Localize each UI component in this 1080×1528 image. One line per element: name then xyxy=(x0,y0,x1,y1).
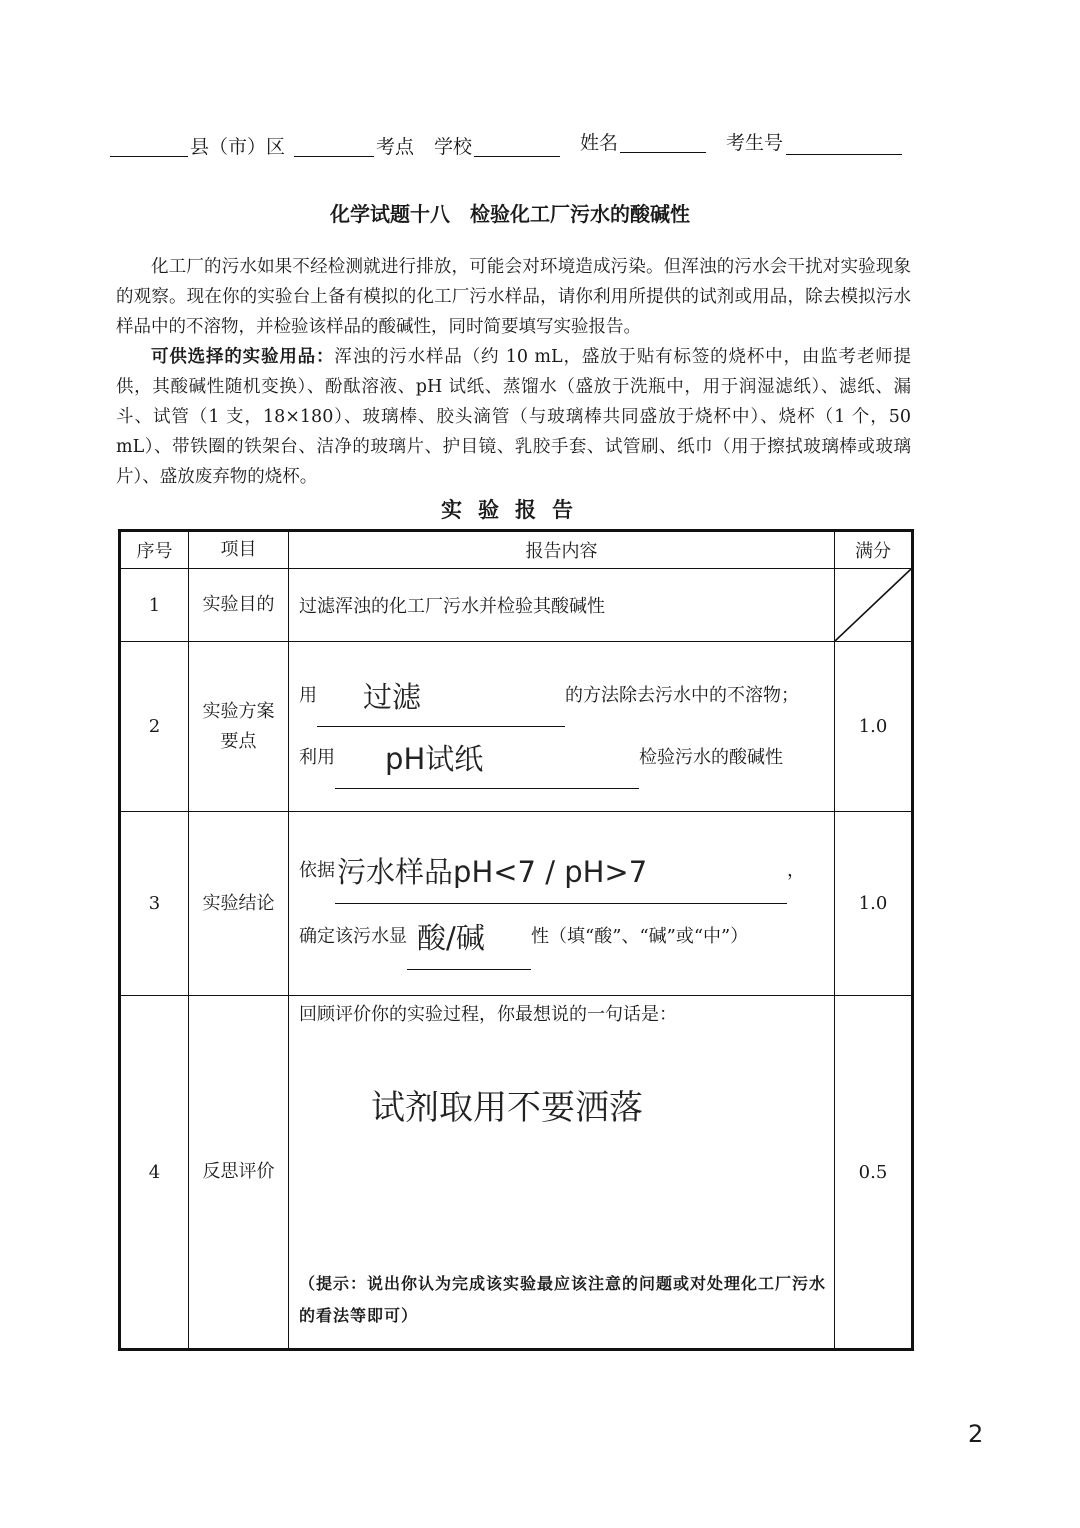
row3-no: 3 xyxy=(120,812,189,996)
row3-score: 1.0 xyxy=(834,812,912,996)
school-blank[interactable] xyxy=(474,132,560,157)
row3-line1-prefix: 依据 xyxy=(299,859,336,881)
row3-content xyxy=(289,812,835,996)
row3-line1-suffix: ， xyxy=(787,859,806,881)
page-title: 化学试题十八 检验化工厂污水的酸碱性 xyxy=(330,202,690,226)
row3-line2 xyxy=(299,904,834,970)
row3-line2-prefix: 确定该污水显 xyxy=(299,925,408,947)
materials-label: 可供选择的实验用品： xyxy=(151,347,335,367)
reflection-prompt: 回顾评价你的实验过程，你最想说的一句话是： xyxy=(299,1004,678,1025)
row2-line1-prefix: 用 xyxy=(299,684,318,706)
header-score: 满分 xyxy=(834,531,912,569)
header-no: 序号 xyxy=(120,531,189,569)
examinee-no-blank[interactable] xyxy=(786,130,902,155)
table-row xyxy=(120,569,913,642)
row2-score: 1.0 xyxy=(834,642,912,812)
report-heading: 实验报告 xyxy=(441,498,589,522)
school-label: 学校 xyxy=(434,136,473,158)
row2-line2-suffix: 检验污水的酸碱性 xyxy=(639,746,784,768)
row4-item: 反思评价 xyxy=(189,996,289,1350)
intro-text xyxy=(116,252,911,492)
filtration-answer-field[interactable] xyxy=(317,679,565,727)
exam-site-blank[interactable] xyxy=(294,132,374,157)
row1-item: 实验目的 xyxy=(189,569,289,642)
row4-score: 0.5 xyxy=(834,996,912,1350)
row2-line2-prefix: 利用 xyxy=(299,746,336,768)
row2-item-line2: 要点 xyxy=(220,730,257,752)
county-label: 县（市）区 xyxy=(190,136,286,158)
intro-paragraph: 化工厂的污水如果不经检测就进行排放，可能会对环境造成污染。但浑浊的污水会干扰对实验现象的观察。现在你的实验台上备有模拟的化工厂污水样品，请你利用所提供的试剂或用品，除去模拟污水样品中的不溶物，并检验该样品的酸碱性，同时简要填写实验报告。 xyxy=(116,257,911,337)
report-table xyxy=(118,529,914,1351)
diagonal-slash-icon xyxy=(835,569,911,641)
acidity-answer-field[interactable] xyxy=(407,920,531,970)
acidity-answer: 酸/碱 xyxy=(417,920,485,955)
row3-line2-suffix: 性（填“酸”、“碱”或“中”） xyxy=(531,925,749,947)
ph-paper-answer-field[interactable] xyxy=(335,741,639,789)
row1-score-slash xyxy=(834,569,912,642)
reflection-hint: （提示：说出你认为完成该实验最应该注意的问题或对处理化工厂污水的看法等即可） xyxy=(299,1274,827,1325)
row2-item xyxy=(189,642,289,812)
row4-content xyxy=(289,996,835,1350)
row2-line2 xyxy=(299,727,834,789)
header-item: 项目 xyxy=(189,531,289,569)
row1-no: 1 xyxy=(120,569,189,642)
row4-no: 4 xyxy=(120,996,189,1350)
materials-text: 浑浊的污水样品（约 10 mL，盛放于贴有标签的烧杯中，由监考老师提供，其酸碱性随机变换）、酚酞溶液、pH 试纸、蒸馏水（盛放于洗瓶中，用于润湿滤纸）、滤纸、漏斗、试管（1 支，18×180）、玻璃棒、胶头滴管（与玻璃棒共同盛放于烧杯中）、烧杯（1 个，50 mL）、带铁圈的铁架台、洁净的玻璃片、护目镜、乳胶手套、试管刷、纸巾（用于擦拭玻璃棒或玻璃片）、盛放废弃物的烧杯。 xyxy=(116,347,912,487)
row2-content xyxy=(289,642,835,812)
row2-item-line1: 实验方案 xyxy=(202,700,275,722)
exam-site-label: 考点 xyxy=(376,136,415,158)
row2-no: 2 xyxy=(120,642,189,812)
header-content: 报告内容 xyxy=(289,531,835,569)
row1-content: 过滤浑浊的化工厂污水并检验其酸碱性 xyxy=(289,569,835,642)
filtration-answer: 过滤 xyxy=(363,679,422,714)
row2-line1 xyxy=(299,665,834,727)
table-row xyxy=(120,996,913,1350)
reflection-answer[interactable]: 试剂取用不要洒落 xyxy=(371,1088,644,1128)
ph-basis-answer: 污水样品pH<7 / pH>7 xyxy=(337,854,648,889)
name-blank[interactable] xyxy=(620,128,706,153)
row3-item: 实验结论 xyxy=(189,812,289,996)
page-number: 2 xyxy=(968,1420,984,1448)
table-row xyxy=(120,642,913,812)
table-header-row xyxy=(120,531,913,569)
table-row xyxy=(120,812,913,996)
examinee-info-line xyxy=(110,132,910,162)
row3-line1 xyxy=(299,838,834,904)
name-label: 姓名 xyxy=(580,132,619,154)
materials-paragraph xyxy=(116,342,911,492)
ph-basis-answer-field[interactable] xyxy=(335,854,787,904)
county-blank[interactable] xyxy=(110,132,188,157)
ph-paper-answer: pH试纸 xyxy=(385,741,484,776)
row2-line1-suffix: 的方法除去污水中的不溶物； xyxy=(565,684,800,706)
examinee-no-label: 考生号 xyxy=(726,132,784,154)
